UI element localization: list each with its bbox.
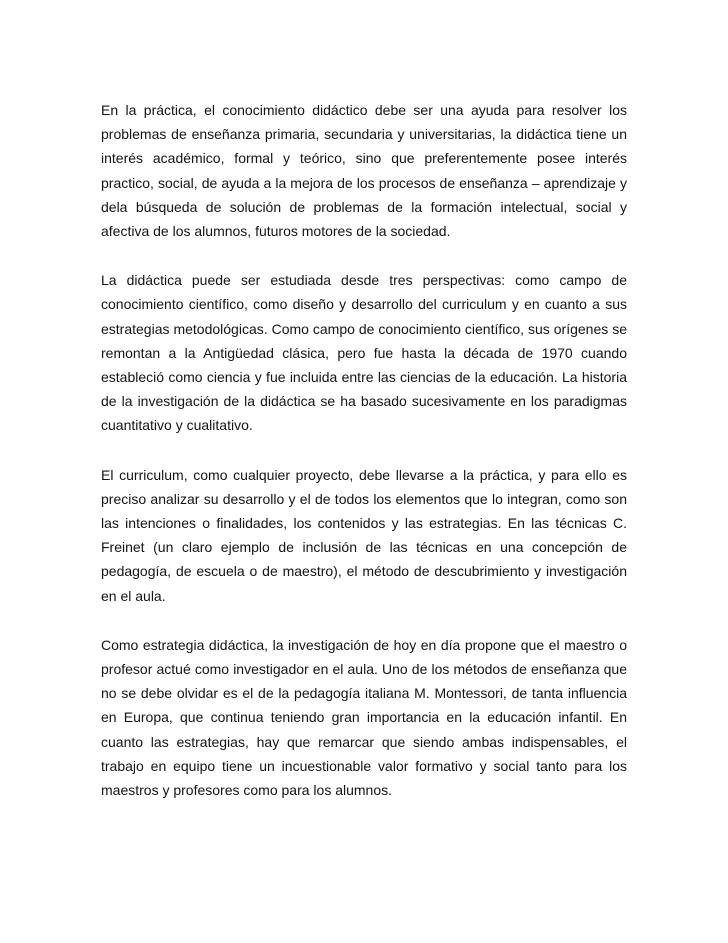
- paragraph-1: En la práctica, el conocimiento didáctico debe ser una ayuda para resolver los problemas de enseñanza primaria, secundaria y universitarias, la didáctica tiene un interés académico, formal y teórico, sino que preferentemente posee interés practico, social, de ayuda a la mejora de los procesos de enseñanza – aprendizaje y dela búsqueda de solución de problemas de la formación intelectual, social y afectiva de los alumnos, futuros motores de la sociedad.: [101, 102, 627, 240]
- document-body: [101, 98, 627, 802]
- paragraph-4: Como estrategia didáctica, la investigación de hoy en día propone que el maestro o profesor actué como investigador en el aula. Uno de los métodos de enseñanza que no se debe olvidar es el de la pedagogía italiana M. Montessori, de tanta influencia en Europa, que continua teniendo gran importancia en la educación infantil. En cuanto las estrategias, hay que remarcar que siendo ambas indispensables, el trabajo en equipo tiene un incuestionable valor formativo y social tanto para los maestros y profesores como para los alumnos.: [101, 636, 627, 799]
- paragraph-3: El curriculum, como cualquier proyecto, debe llevarse a la práctica, y para ello es preciso analizar su desarrollo y el de todos los elementos que lo integran, como son las intenciones o finalidades, los contenidos y las estrategias. En las técnicas C. Freinet (un claro ejemplo de inclusión de las técnicas en una concepción de pedagogía, de escuela o de maestro), el método de descubrimiento y investigación en el aula.: [101, 466, 627, 604]
- paragraph-2: La didáctica puede ser estudiada desde tres perspectivas: como campo de conocimiento científico, como diseño y desarrollo del curriculum y en cuanto a sus estrategias metodológicas. Como campo de conocimiento científico, sus orígenes se remontan a la Antigüedad clásica, pero fue hasta la década de 1970 cuando estableció como ciencia y fue incluida entre las ciencias de la educación. La historia de la investigación de la didáctica se ha basado sucesivamente en los paradigmas cuantitativo y cualitativo.: [101, 272, 627, 434]
